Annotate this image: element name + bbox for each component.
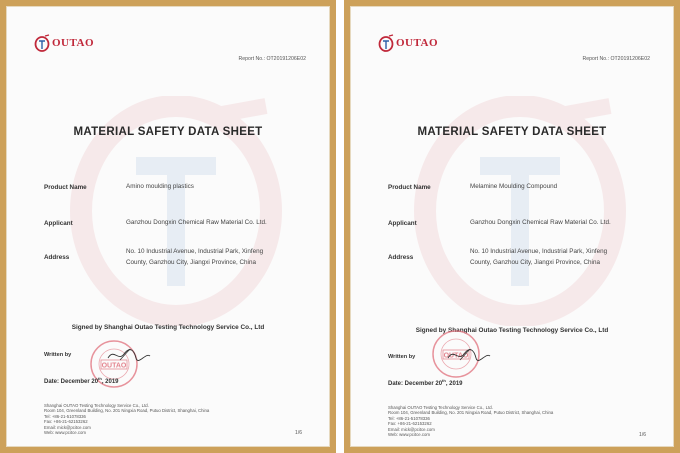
address-label: Address — [44, 254, 70, 261]
applicant-label: Applicant — [388, 220, 417, 227]
footer-line: Web: www.pcitce.com — [388, 432, 430, 438]
footer-contact — [388, 405, 553, 437]
document-title: MATERIAL SAFETY DATA SHEET — [73, 126, 263, 138]
address-label: Address — [388, 254, 414, 261]
svg-text:OUTAO: OUTAO — [101, 362, 127, 370]
written-by-label: Written by — [388, 354, 416, 360]
logo-text: OUTAO — [52, 37, 95, 49]
address-line: No. 10 Industrial Avenue, Industrial Park, Xinfeng — [470, 248, 608, 255]
document-frame-right — [344, 0, 680, 453]
product-name-label: Product Name — [44, 184, 87, 191]
date-year: , 2019 — [445, 381, 463, 387]
logo-text: OUTAO — [396, 37, 439, 49]
signed-by: Signed by Shanghai Outao Testing Technology Service Co., Ltd — [71, 324, 265, 331]
footer-line: Web: www.pcitce.com — [44, 430, 86, 436]
footer-line: Shanghai OUTAO Testing Technology Service Co., Ltd. — [388, 405, 493, 410]
address-line: County, Ganzhou City, Jiangxi Province, China — [470, 259, 600, 266]
address-line: County, Ganzhou City, Jiangxi Province, China — [126, 259, 256, 266]
signed-by: Signed by Shanghai Outao Testing Technology Service Co., Ltd — [415, 327, 609, 334]
applicant-label: Applicant — [44, 220, 73, 227]
signature-icon — [106, 346, 152, 364]
outao-logo — [34, 34, 94, 52]
footer-contact — [44, 403, 209, 435]
address-value — [126, 246, 306, 268]
report-number: Report No.: OT20191206E02 — [582, 56, 650, 62]
product-name-value: Melamine Moulding Compound — [470, 183, 558, 190]
footer-line: Room 104, Greenland Building, No. 201 Ningxia Road, Putuo District, Shanghai, China — [44, 408, 210, 414]
footer-line: Fax: +86-21-62153262 — [44, 419, 88, 425]
date-year: , 2019 — [101, 379, 119, 385]
applicant-value: Ganzhou Dongxin Chemical Raw Material Co. Ltd. — [126, 219, 267, 226]
date-text: Date: December 20 — [44, 379, 99, 385]
footer-line: Room 104, Greenland Building, No. 201 Ningxia Road, Putuo District, Shanghai, China — [388, 410, 554, 416]
footer-line: Email: mick@pcitce.com — [388, 426, 435, 432]
footer-line: Shanghai OUTAO Testing Technology Service Co., Ltd. — [44, 403, 149, 408]
footer-line: Email: mick@pcitce.com — [44, 424, 91, 430]
outao-logo-icon — [378, 34, 394, 52]
document-date — [388, 378, 463, 387]
footer-line: Fax: +86-21-62153262 — [388, 421, 432, 427]
page-number: 1/6 — [295, 430, 302, 436]
date-suffix: th — [442, 378, 446, 383]
date-suffix: th — [98, 376, 102, 381]
footer-line: Tel: +86-21-51078336 — [388, 415, 430, 421]
report-number: Report No.: OT20191206E02 — [238, 56, 306, 62]
document-separator — [336, 0, 344, 453]
applicant-value: Ganzhou Dongxin Chemical Raw Material Co. Ltd. — [470, 219, 611, 226]
address-value — [470, 246, 650, 268]
footer-line: Tel: +86-21-51078336 — [44, 413, 86, 419]
document-frame-left — [0, 0, 336, 453]
page-number: 1/6 — [639, 432, 646, 438]
date-text: Date: December 20 — [388, 381, 443, 387]
written-by-label: Written by — [44, 352, 72, 358]
msds-page-left — [6, 6, 330, 447]
document-title: MATERIAL SAFETY DATA SHEET — [417, 126, 607, 138]
address-line: No. 10 Industrial Avenue, Industrial Park, Xinfeng — [126, 248, 264, 255]
product-name-value: Amino moulding plastics — [126, 183, 194, 190]
outao-logo-icon — [34, 34, 50, 52]
product-name-label: Product Name — [388, 184, 431, 191]
msds-page-right — [350, 6, 674, 447]
signature-icon — [443, 346, 492, 364]
outao-logo — [378, 34, 438, 52]
document-date — [44, 376, 119, 385]
svg-text:OUTAO: OUTAO — [443, 352, 469, 360]
